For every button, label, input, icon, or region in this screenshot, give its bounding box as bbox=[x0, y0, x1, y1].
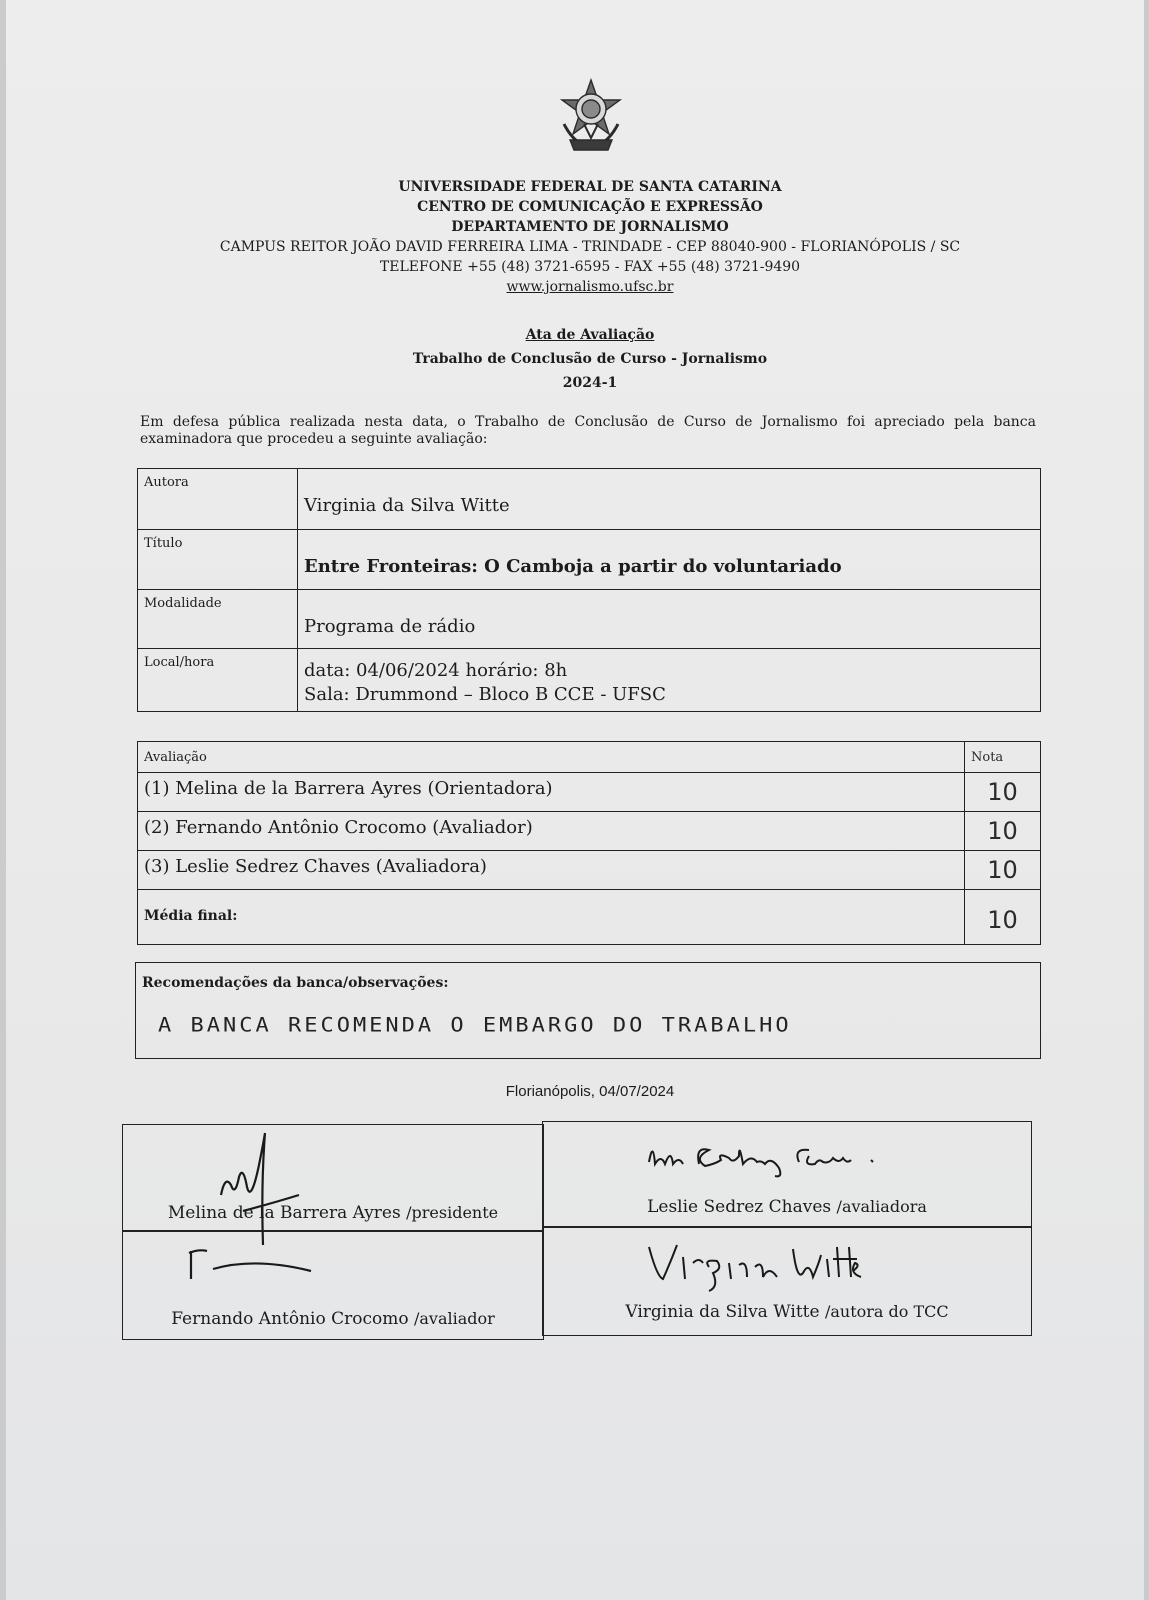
title-value: Entre Fronteiras: O Camboja a partir do voluntariado bbox=[298, 530, 1041, 590]
phone-fax: TELEFONE +55 (48) 3721-6595 - FAX +55 (48) 3721-9490 bbox=[379, 259, 801, 275]
handwritten-signature bbox=[175, 1245, 325, 1289]
signer-role: /avaliador bbox=[414, 1309, 495, 1328]
signer-name: Virginia da Silva Witte bbox=[625, 1302, 820, 1322]
recommendations-label: Recomendações da banca/observações: bbox=[142, 975, 449, 991]
room: Sala: Drummond – Bloco B CCE - UFSC bbox=[304, 684, 666, 705]
center-name: CENTRO DE COMUNICAÇÃO E EXPRESSÃO bbox=[417, 199, 763, 215]
signature-cell-president bbox=[122, 1124, 544, 1232]
location-label: Local/hora bbox=[138, 649, 298, 712]
evaluator-name: (3) Leslie Sedrez Chaves (Avaliadora) bbox=[138, 851, 965, 890]
ata-title: Ata de Avaliação bbox=[525, 327, 655, 343]
evaluator-name: (2) Fernando Antônio Crocomo (Avaliador) bbox=[138, 812, 965, 851]
intro-paragraph: Em defesa pública realizada nesta data, o Trabalho de Conclusão de Curso de Jornalismo foi apreciado pela banca examinadora que procedeu a seguinte avaliação: bbox=[140, 414, 1036, 447]
address: CAMPUS REITOR JOÃO DAVID FERREIRA LIMA - TRINDADE - CEP 88040-900 - FLORIANÓPOLIS / SC bbox=[219, 239, 961, 255]
handwritten-signature bbox=[203, 1125, 313, 1245]
title-label: Título bbox=[138, 530, 298, 590]
author-label: Autora bbox=[138, 469, 298, 530]
evaluation-row bbox=[138, 812, 1041, 851]
grade-header: Nota bbox=[965, 742, 1041, 773]
ata-heading bbox=[156, 323, 1024, 395]
university-name: UNIVERSIDADE FEDERAL DE SANTA CATARINA bbox=[398, 179, 782, 195]
final-average-value: 10 bbox=[965, 890, 1041, 945]
website-link[interactable]: www.jornalismo.ufsc.br bbox=[506, 279, 674, 295]
signer-role: /autora do TCC bbox=[824, 1302, 949, 1321]
grade-value: 10 bbox=[965, 773, 1041, 812]
date-time: data: 04/06/2024 horário: 8h bbox=[304, 660, 568, 681]
signature-cell-evaluator-1 bbox=[122, 1230, 544, 1340]
signature-cell-author bbox=[542, 1226, 1032, 1336]
grade-value: 10 bbox=[965, 851, 1041, 890]
author-value: Virginia da Silva Witte bbox=[298, 469, 1041, 530]
evaluation-header: Avaliação bbox=[138, 742, 965, 773]
ata-period: 2024-1 bbox=[562, 375, 618, 391]
document-sheet bbox=[6, 0, 1144, 1600]
signer-caption bbox=[543, 1197, 1031, 1217]
evaluation-row bbox=[138, 851, 1041, 890]
evaluator-name: (1) Melina de la Barrera Ayres (Orientadora) bbox=[138, 773, 965, 812]
signer-role: /presidente bbox=[406, 1203, 499, 1222]
modality-value: Programa de rádio bbox=[298, 590, 1041, 649]
signer-caption bbox=[543, 1302, 1031, 1322]
work-info-table bbox=[137, 468, 1041, 712]
grade-value: 10 bbox=[965, 812, 1041, 851]
handwritten-signature bbox=[643, 1134, 943, 1184]
recommendations-text: A BANCA RECOMENDA O EMBARGO DO TRABALHO bbox=[158, 1014, 792, 1037]
recommendations-box bbox=[135, 962, 1041, 1059]
evaluation-table bbox=[137, 741, 1041, 945]
signer-caption bbox=[123, 1309, 543, 1329]
signer-name: Leslie Sedrez Chaves bbox=[647, 1197, 832, 1217]
location-value bbox=[298, 649, 1041, 712]
department-name: DEPARTAMENTO DE JORNALISMO bbox=[451, 219, 729, 235]
handwritten-signature bbox=[643, 1237, 863, 1297]
institution-header bbox=[156, 177, 1024, 297]
signature-cell-evaluator-2 bbox=[542, 1121, 1032, 1228]
signer-role: /avaliadora bbox=[836, 1197, 927, 1216]
place-date: Florianópolis, 04/07/2024 bbox=[505, 1083, 675, 1100]
signer-name: Melina de la Barrera Ayres bbox=[167, 1203, 401, 1223]
ata-subtitle: Trabalho de Conclusão de Curso - Jornalismo bbox=[412, 351, 768, 367]
signer-caption bbox=[123, 1203, 543, 1223]
signer-name: Fernando Antônio Crocomo bbox=[171, 1309, 409, 1329]
brazil-coat-of-arms-seal bbox=[554, 78, 628, 156]
final-average-label: Média final: bbox=[138, 890, 965, 945]
evaluation-row bbox=[138, 773, 1041, 812]
modality-label: Modalidade bbox=[138, 590, 298, 649]
